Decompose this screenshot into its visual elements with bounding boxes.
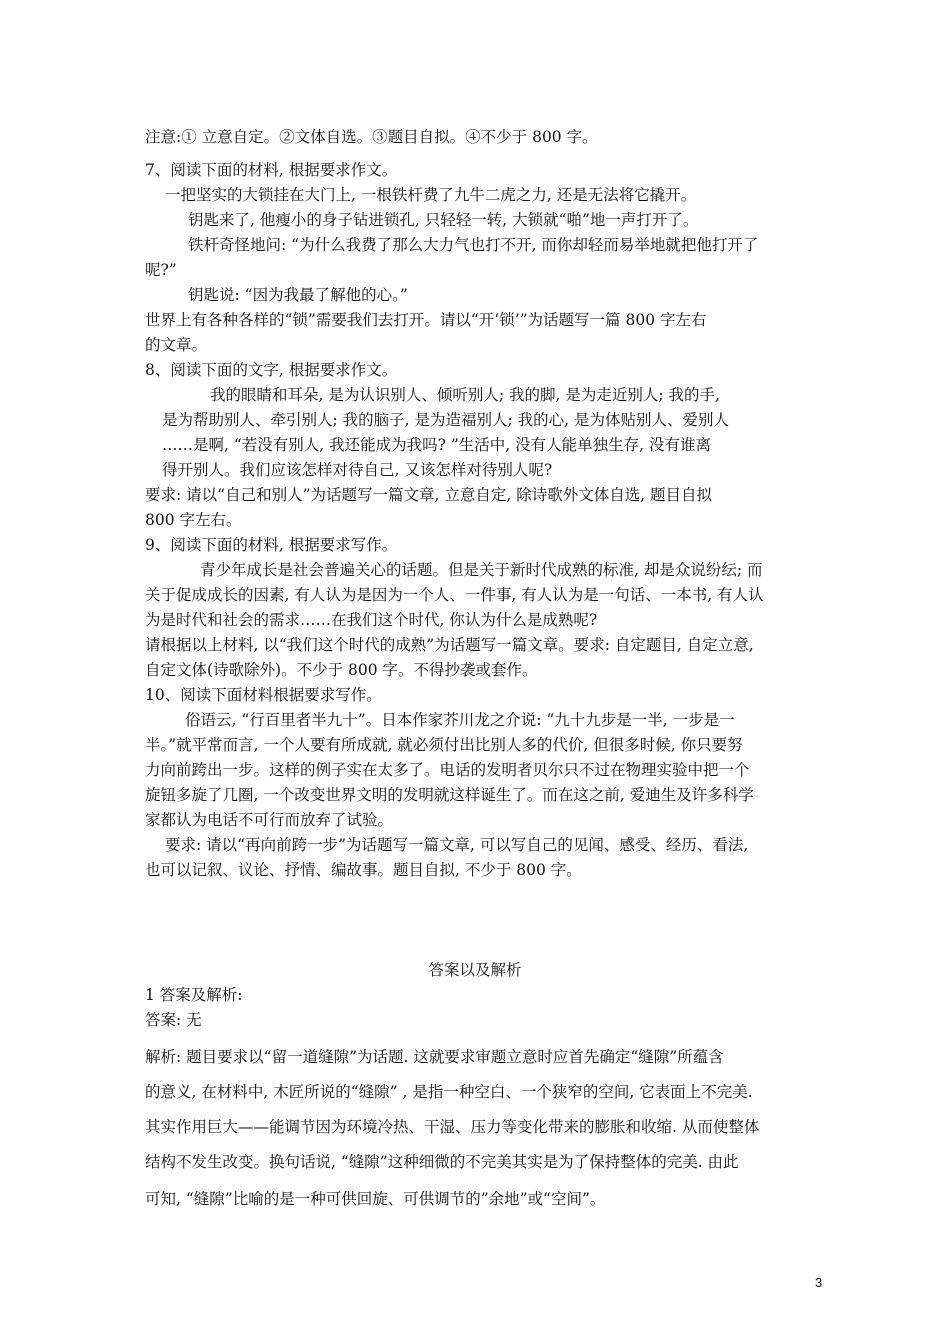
analysis-line-1: 解析: 题目要求以“留一道缝隙”为话题. 这就要求审题立意时应首先确定“缝隙”所蕴含 <box>145 1048 724 1066</box>
q10-heading: 10、阅读下面材料根据要求写作。 <box>145 686 382 704</box>
page-number: 3 <box>815 1275 823 1290</box>
analysis-line-2: 的意义, 在材料中, 木匠所说的“缝隙” , 是指一种空白、一个狭窄的空间, 它表面上不完美. <box>145 1083 753 1101</box>
q8-para-2: 是为帮助别人、牵引别人; 我的脑子, 是为造福别人; 我的心, 是为体贴别人、爱别人 <box>162 411 730 429</box>
q7-para-2: 钥匙来了, 他瘦小的身子钻进锁孔, 只轻轻一转, 大锁就“啪”地一声打开了。 <box>188 211 699 229</box>
q8-para-3: ……是啊, “若没有别人, 我还能成为我吗? ”生活中, 没有人能单独生存, 没有谁离 <box>162 436 712 454</box>
q9-para-1: 青少年成长是社会普遍关心的话题。但是关于新时代成熟的标准, 却是众说纷纭; 而 <box>200 561 763 579</box>
q7-para-3: 铁杆奇怪地问: “为什么我费了那么大力气也打不开, 而你却轻而易举地就把他打开了 <box>188 236 759 254</box>
q8-requirement-cont: 800 字左右。 <box>145 511 242 529</box>
q10-para-3: 力向前跨出一步。这样的例子实在太多了。电话的发明者贝尔只不过在物理实验中把一个 <box>145 761 750 779</box>
q10-requirement-cont: 也可以记叙、议论、抒情、编故事。题目自拟, 不少于 800 字。 <box>145 861 582 879</box>
q8-para-4: 得开别人。我们应该怎样对待自己, 又该怎样对待别人呢? <box>162 461 553 479</box>
q9-requirement-cont: 自定文体(诗歌除外)。不少于 800 字。不得抄袭或套作。 <box>145 661 538 679</box>
q9-heading: 9、阅读下面的材料, 根据要求写作。 <box>145 536 398 554</box>
q7-para-1: 一把坚实的大锁挂在大门上, 一根铁杆费了九牛二虎之力, 还是无法将它撬开。 <box>165 186 697 204</box>
q10-para-5: 家都认为电话不可行而放弃了试验。 <box>145 811 394 829</box>
q10-para-4: 旋钮多旋了几圈, 一个改变世界文明的发明就这样诞生了。而在这之前, 爱迪生及许多科学 <box>145 786 754 804</box>
q7-prompt-cont: 的文章。 <box>145 336 208 354</box>
q8-para-1: 我的眼睛和耳朵, 是为认识别人、倾听别人; 我的脚, 是为走近别人; 我的手, <box>210 386 720 404</box>
note-line: 注意:① 立意自定。②文体自选。③题目自拟。④不少于 800 字。 <box>145 128 598 146</box>
q9-requirement: 请根据以上材料, 以“我们这个时代的成熟”为话题写一篇文章。要求: 自定题目, 自定立意, <box>145 636 754 654</box>
analysis-line-4: 结构不发生改变。换句话说, “缝隙”这种细微的不完美其实是为了保持整体的完美. 由此 <box>145 1153 739 1171</box>
q7-para-3-cont: 呢?” <box>145 261 177 279</box>
analysis-line-5: 可知, “缝隙”比喻的是一种可供回旋、可供调节的”余地”或“空间”。 <box>145 1190 606 1208</box>
q9-para-3: 为是时代和社会的需求……在我们这个时代, 你认为什么是成熟呢? <box>145 611 598 629</box>
answer-1-heading: 1 答案及解析: <box>145 986 243 1004</box>
answer-1-value: 答案: 无 <box>145 1011 202 1029</box>
q9-para-2: 关于促成成长的因素, 有人认为是因为一个人、一件事, 有人认为是一句话、一本书, 有人认 <box>145 586 764 604</box>
answers-title: 答案以及解析 <box>428 961 522 979</box>
q7-heading: 7、阅读下面的材料, 根据要求作文。 <box>145 161 398 179</box>
q8-heading: 8、阅读下面的文字, 根据要求作文。 <box>145 361 398 379</box>
q7-prompt: 世界上有各种各样的“锁”需要我们去打开。请以“开‘锁’”为话题写一篇 800 字左右 <box>145 311 707 329</box>
q7-para-4: 钥匙说: “因为我最了解他的心。” <box>188 286 408 304</box>
q10-para-2: 半。”就平常而言, 一个人要有所成就, 就必须付出比别人多的代价, 但很多时候, 你只要努 <box>145 736 743 754</box>
q10-requirement: 要求: 请以“再向前跨一步”为话题写一篇文章, 可以写自己的见闻、感受、经历、看法, <box>165 836 749 854</box>
q10-para-1: 俗语云, “行百里者半九十”。日本作家芥川龙之介说: “九十九步是一半, 一步是一 <box>185 711 735 729</box>
analysis-line-3: 其实作用巨大——能调节因为环境冷热、干湿、压力等变化带来的膨胀和收缩. 从而使整体 <box>145 1118 760 1136</box>
q8-requirement: 要求: 请以“自己和别人”为话题写一篇文章, 立意自定, 除诗歌外文体自选, 题目自拟 <box>145 486 713 504</box>
